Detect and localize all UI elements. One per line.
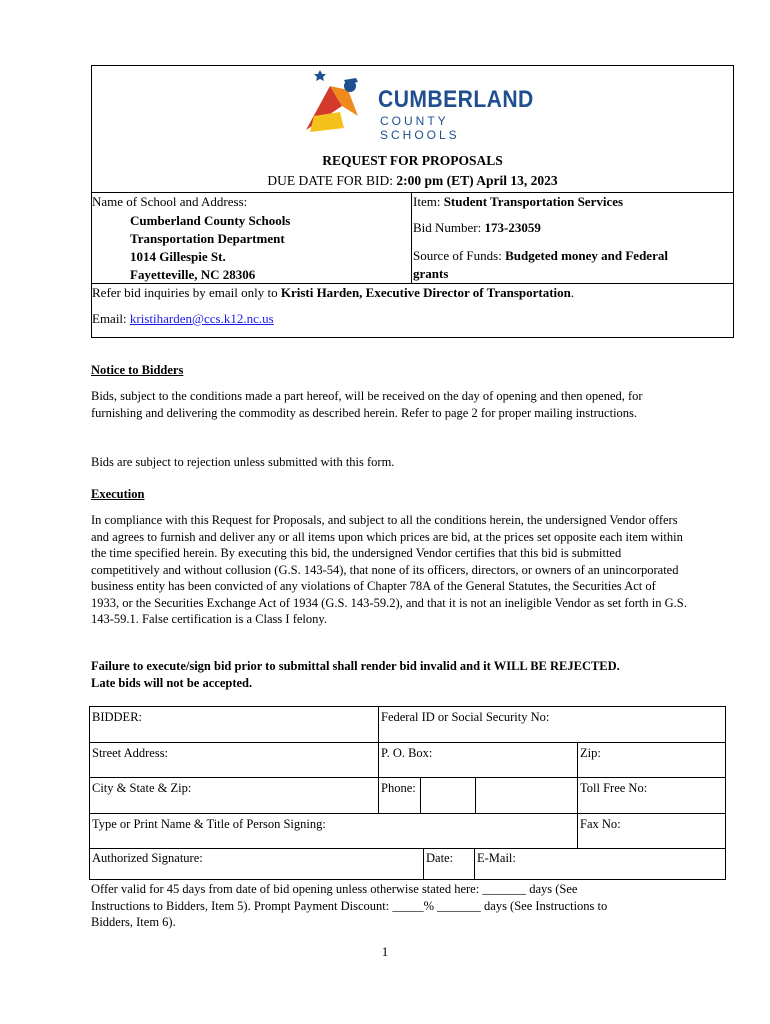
due-date-value: 2:00 pm (ET) April 13, 2023 (396, 173, 558, 188)
page-title: REQUEST FOR PROPOSALS (322, 153, 503, 168)
fax-field[interactable]: Fax No: (580, 817, 621, 831)
bid-number-field (413, 220, 541, 236)
logo-sub-text: COUNTY SCHOOLS (380, 114, 460, 142)
inquiries-end: . (570, 285, 575, 300)
offer-terms (91, 881, 607, 931)
notice-rejection: Bids are subject to rejection unless submitted with this form. (91, 455, 395, 469)
bid-number-label: Bid Number: (413, 220, 482, 235)
email-link[interactable]: kristiharden@ccs.k12.nc.us (129, 311, 274, 326)
warning-line: Failure to execute/sign bid prior to submittal shall render bid invalid and it WILL BE REJECTED. (91, 659, 620, 673)
po-box-field[interactable]: P. O. Box: (381, 746, 433, 760)
school-address (130, 212, 290, 284)
school-line: Cumberland County Schools (130, 213, 291, 228)
school-line: Transportation Department (130, 231, 285, 246)
bidder-field[interactable]: BIDDER: (92, 710, 142, 724)
due-date (91, 173, 734, 189)
inquiries-label: Refer bid inquiries by email only to (92, 285, 278, 300)
inquiries-contact: Kristi Harden, Executive Director of Transportation (280, 285, 571, 300)
logo-book-icon (300, 66, 380, 136)
toll-free-field[interactable]: Toll Free No: (580, 781, 648, 795)
item-value: Student Transportation Services (443, 194, 624, 209)
funds-value: Budgeted money and Federal (505, 248, 668, 263)
street-address-field[interactable]: Street Address: (92, 746, 169, 760)
logo (300, 66, 534, 142)
bid-number-value: 173-23059 (484, 220, 541, 235)
page-number: 1 (381, 944, 389, 959)
execution-heading: Execution (91, 487, 145, 501)
funds-field (413, 247, 668, 283)
item-field (413, 194, 623, 210)
notice-heading: Notice to Bidders (91, 363, 184, 377)
item-label: Item: (413, 194, 441, 209)
email-field[interactable]: E-Mail: (477, 851, 516, 865)
email-row (92, 311, 274, 327)
funds-label: Source of Funds: (413, 248, 502, 263)
offer-line: Instructions to Bidders, Item 5). Prompt Payment Discount: _____% _______ days (See Instructions to (91, 898, 608, 913)
offer-line: Offer valid for 45 days from date of bid opening unless otherwise stated here: _______ days (See (91, 882, 578, 896)
warning-line: Late bids will not be accepted. (91, 676, 253, 690)
notice-paragraph: Bids, subject to the conditions made a part hereof, will be received on the day of opening and then opened, for furnishing and delivering the commodity as described herein. Refer to page 2 for proper mailing instructions. (91, 389, 643, 420)
due-date-label: DUE DATE FOR BID: (267, 173, 393, 188)
school-label: Name of School and Address: (92, 194, 248, 209)
offer-line: Bidders, Item 6). (91, 915, 176, 929)
execution-warning (91, 658, 620, 692)
zip-field[interactable]: Zip: (580, 746, 601, 760)
signature-field[interactable]: Authorized Signature: (92, 851, 203, 865)
school-line: Fayetteville, NC 28306 (130, 267, 256, 282)
phone-field[interactable]: Phone: (381, 781, 416, 795)
inquiries-text (92, 285, 574, 301)
logo-main-text: CUMBERLAND (378, 86, 534, 113)
date-field[interactable]: Date: (426, 851, 454, 865)
city-state-zip-field[interactable]: City & State & Zip: (92, 781, 192, 795)
email-label: Email: (92, 311, 127, 326)
school-line: 1014 Gillespie St. (130, 249, 226, 264)
signer-name-field[interactable]: Type or Print Name & Title of Person Signing: (92, 817, 326, 831)
funds-value-cont: grants (413, 266, 449, 281)
federal-id-field[interactable]: Federal ID or Social Security No: (381, 710, 550, 724)
execution-paragraph: In compliance with this Request for Proposals, and subject to all the conditions herein, the undersigned Vendor offers and agrees to furnish and deliver any or all items upon which prices are bid, at the prices set opposite each item within the time specified herein. By executing this bid, the undersigned Vendor certifies that this bid is submitted competitively and without collusion (G.S. 143-54), that none of its officers, directors, or owners of an unincorporated business entity has been convicted of any violations of Chapter 78A of the General Statutes, the Securities Act of 1933, or the Securities Exchange Act of 1934 (G.S. 143-59.2), and that it is not an ineligible Vendor as set forth in G.S. 143-59.1. False certification is a Class I felony. (91, 513, 687, 626)
